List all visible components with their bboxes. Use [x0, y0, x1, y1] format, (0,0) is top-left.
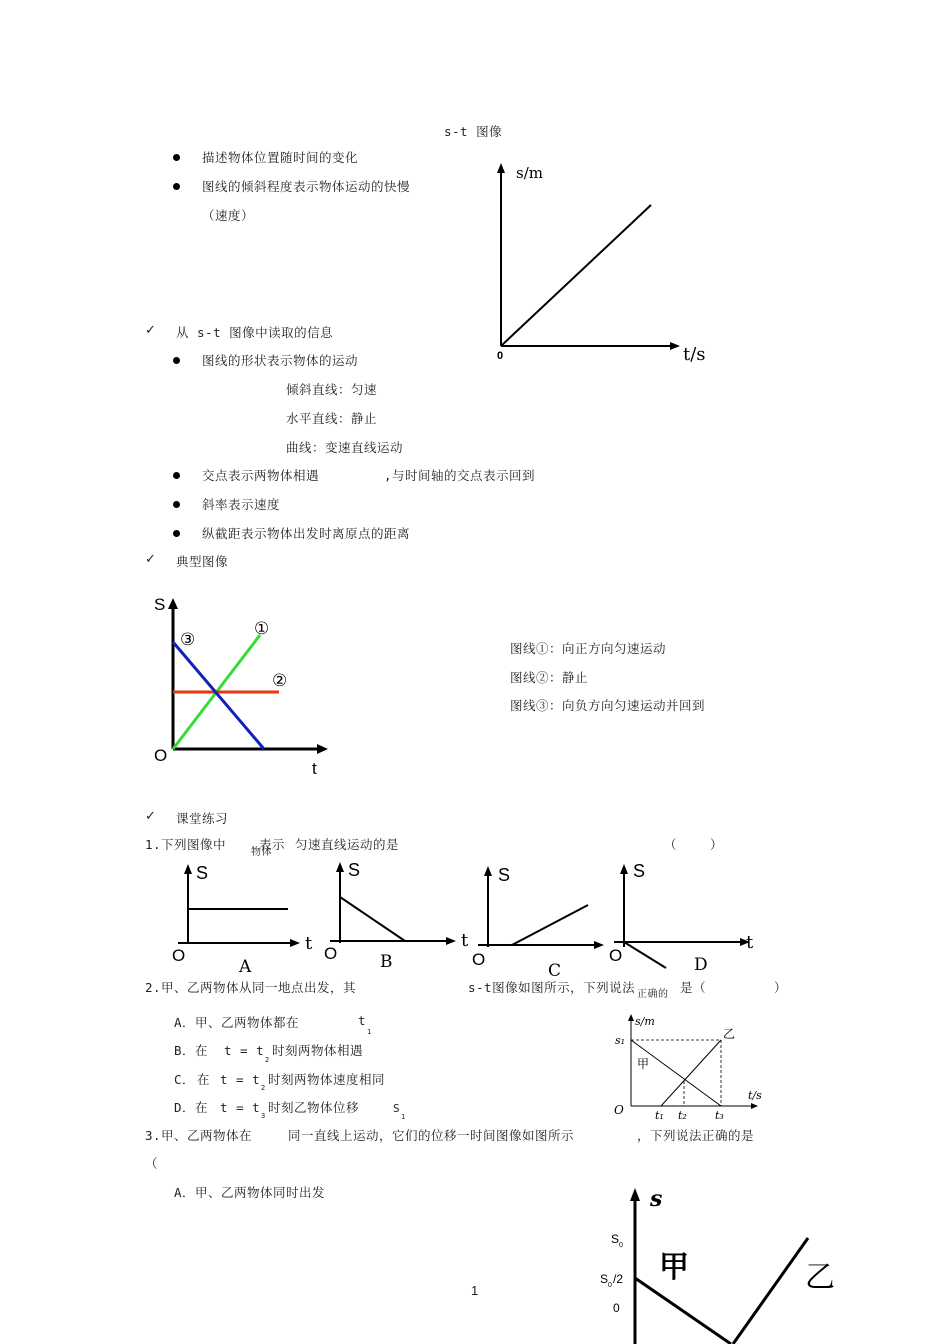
- option-c: C．: [174, 1072, 196, 1087]
- intro-item: （速度）: [202, 208, 255, 223]
- s0-half-label: S: [600, 1272, 609, 1286]
- line-2-label: ②: [272, 671, 288, 690]
- yi-label: 乙: [805, 1261, 835, 1294]
- question-3-part: ，下列说法正确的是: [637, 1128, 755, 1143]
- question-3-graph: [590, 1184, 840, 1344]
- option-c-sub: 2: [261, 1084, 266, 1092]
- yi-label: 乙: [723, 1027, 736, 1041]
- question-2-small: 正确的: [637, 989, 669, 1000]
- answer-paren: ）: [710, 837, 724, 852]
- t-label: t: [746, 932, 754, 953]
- s-label: S: [498, 865, 511, 885]
- st-graph-figure: [480, 155, 740, 375]
- bullet: [173, 154, 180, 161]
- question-3-option-a: A．甲、乙两物体同时出发: [174, 1185, 326, 1200]
- option-label: B: [380, 952, 393, 972]
- s-label: S: [196, 863, 209, 883]
- read-sub-item: 曲线：变速直线运动: [286, 440, 404, 455]
- answer-paren: （: [664, 837, 678, 852]
- answer-paren: ）: [774, 980, 788, 995]
- o-label: O: [472, 950, 486, 969]
- option-c-expr: t = t: [220, 1072, 261, 1087]
- origin-label: O: [154, 746, 168, 765]
- question-1-small: 物体: [251, 847, 272, 858]
- page-number: 1: [471, 1283, 479, 1298]
- option-b-text: 时刻两物体相遇: [272, 1043, 364, 1058]
- t-label: t/s: [748, 1089, 762, 1102]
- s-label: S: [633, 861, 646, 881]
- read-item: 纵截距表示物体出发时离原点的距离: [202, 526, 411, 541]
- s-axis-label: S: [154, 595, 166, 614]
- t2-label: t₂: [678, 1109, 687, 1122]
- question-1-part: 表示: [259, 837, 286, 852]
- option-d-var-sub: 1: [401, 1113, 406, 1121]
- s-label: s/m: [635, 1015, 655, 1028]
- option-b: B．在: [174, 1043, 209, 1058]
- option-d-expr: t = t: [220, 1100, 261, 1115]
- read-sub-item: 倾斜直线：匀速: [286, 382, 378, 397]
- section-heading: 课堂练习: [176, 811, 229, 826]
- bullet: [173, 530, 180, 537]
- origin-label: 0: [497, 350, 504, 362]
- option-graph-b: [322, 855, 472, 975]
- read-item: 交点表示两物体相遇: [202, 468, 320, 483]
- o-label: O: [614, 1103, 624, 1117]
- check-mark: ✓: [145, 809, 156, 824]
- question-2-part: s-t图像如图所示，下列说法: [468, 980, 636, 995]
- s0-half-tail: /2: [613, 1272, 624, 1286]
- option-c-text: 时刻两物体速度相同: [268, 1072, 386, 1087]
- option-b-expr: t = t: [224, 1043, 265, 1058]
- option-graph-c: [470, 855, 623, 981]
- x-axis-label: t/s: [683, 344, 706, 365]
- t-label: t: [305, 933, 313, 954]
- question-1: 1.下列图像中: [145, 837, 227, 852]
- option-a-var: t: [358, 1013, 367, 1028]
- example-note: 图线①：向正方向匀速运动: [510, 641, 667, 656]
- s1-label: s₁: [615, 1034, 626, 1047]
- o-label: O: [172, 946, 186, 965]
- question-3-part: 同一直线上运动，它们的位移一时间图像如图所示: [288, 1128, 575, 1143]
- s-label: S: [348, 860, 361, 880]
- option-b-sub: 2: [265, 1056, 270, 1064]
- option-d-text: 时刻乙物体位移: [268, 1100, 360, 1115]
- line-3-label: ③: [180, 630, 196, 649]
- intro-item: 图线的倾斜程度表示物体运动的快慢: [202, 179, 411, 194]
- example-note: 图线②：静止: [510, 670, 589, 685]
- jia-label: 甲: [637, 1057, 650, 1071]
- intro-item: 描述物体位置随时间的变化: [202, 150, 359, 165]
- option-c-word: 在: [197, 1072, 211, 1087]
- option-d: D．在: [174, 1100, 209, 1115]
- question-2: 2.甲、乙两物体从同一地点出发，其: [145, 980, 357, 995]
- check-mark: ✓: [145, 552, 156, 567]
- t1-label: t₁: [655, 1109, 664, 1122]
- t3-label: t₃: [715, 1109, 724, 1122]
- question-1-part: 匀速直线运动的是: [295, 837, 400, 852]
- read-item: 图线的形状表示物体的运动: [202, 353, 359, 368]
- option-a-sub: 1: [367, 1028, 372, 1036]
- s-label: s: [650, 1186, 663, 1212]
- section-heading: 典型图像: [176, 554, 229, 569]
- option-graph-d: [606, 855, 756, 980]
- o-label: O: [324, 944, 338, 963]
- question-2-part: 是（: [680, 980, 707, 995]
- question-3-paren: （: [145, 1156, 159, 1171]
- option-label: D: [694, 955, 708, 975]
- s0-sub: 0: [619, 1242, 623, 1249]
- question-3: 3.甲、乙两物体在: [145, 1128, 253, 1143]
- s0-half-sub: 0: [608, 1282, 612, 1289]
- typical-graph-figure: [150, 592, 350, 782]
- y-axis-label: s/m: [516, 164, 543, 182]
- option-a: A．甲、乙两物体都在: [174, 1015, 300, 1030]
- bullet: [173, 183, 180, 190]
- t-label: t: [461, 930, 469, 951]
- example-note: 图线③：向负方向匀速运动并回到: [510, 698, 706, 713]
- option-graph-a: [170, 855, 320, 975]
- read-item: ,与时间轴的交点表示回到: [384, 468, 536, 483]
- page-title: s-t 图像: [444, 124, 503, 139]
- check-mark: ✓: [145, 323, 156, 338]
- bullet: [173, 472, 180, 479]
- bullet: [173, 501, 180, 508]
- s0-label: S: [611, 1232, 620, 1246]
- question-2-graph: [610, 1010, 770, 1125]
- o-label: O: [609, 946, 623, 965]
- zero-label: 0: [613, 1301, 620, 1315]
- jia-label: 甲: [659, 1251, 689, 1284]
- t-axis-label: t: [312, 759, 317, 778]
- line-1-label: ①: [254, 619, 270, 638]
- section-heading: 从 s-t 图像中读取的信息: [176, 325, 334, 340]
- option-label: C: [548, 961, 562, 981]
- read-item: 斜率表示速度: [202, 497, 281, 512]
- option-d-var: S: [393, 1102, 401, 1115]
- option-d-sub: 3: [261, 1112, 266, 1120]
- bullet: [173, 357, 180, 364]
- read-sub-item: 水平直线：静止: [286, 411, 378, 426]
- option-label: A: [239, 957, 252, 977]
